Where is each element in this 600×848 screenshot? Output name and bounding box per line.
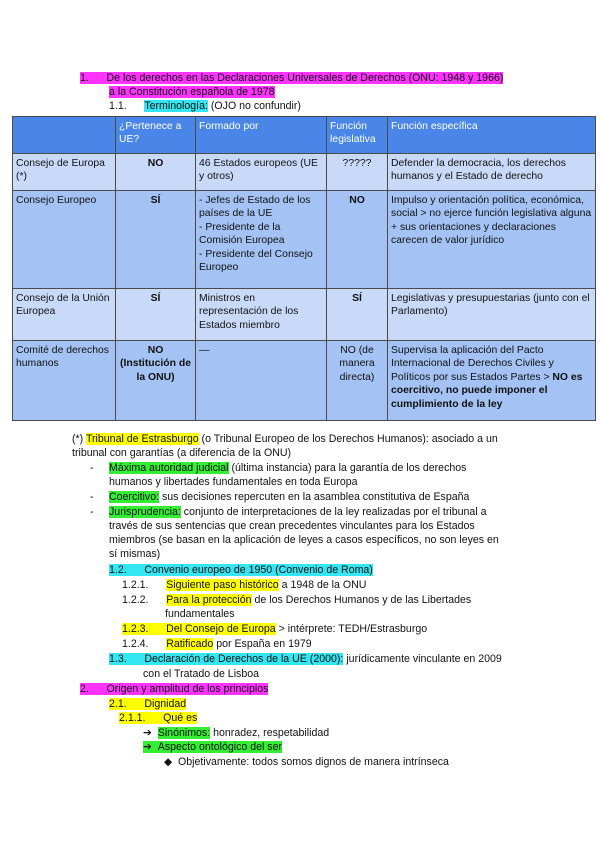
heading-1-number: 1. [80, 72, 89, 84]
section-2-1-1-title: 2.1.1. Qué es [119, 712, 198, 724]
bullet-dash: - [90, 491, 94, 503]
table-header-cell [13, 117, 116, 154]
table-cell-pertenece: SÍ [116, 289, 196, 341]
diamond-item [164, 756, 449, 769]
bullet-item [109, 491, 469, 504]
note-rest-1: (o Tribunal Europeo de los Derechos Humanos): asociado a un [198, 433, 498, 445]
note-line-1 [72, 433, 498, 446]
table-cell-especifica: Legislativas y presupuestarias (junto con el Parlamento) [388, 289, 596, 341]
table-cell-especifica [388, 341, 596, 421]
heading-1-cont [109, 86, 275, 99]
section-1-3 [109, 653, 502, 666]
note-rest-2: tribunal con garantías (a diferencia de la ONU) [72, 447, 292, 459]
section-rest: > intérprete: TEDH/Estrasburgo [275, 623, 428, 635]
table-cell-formado: Ministros en representación de los Estados miembro [196, 289, 327, 341]
table-header-row [13, 117, 596, 154]
section-highlight: 1.3. Declaración de Derechos de la UE (2000): [109, 653, 344, 665]
arrow-item [143, 741, 282, 754]
section-1-3-cont: con el Tratado de Lisboa [143, 668, 260, 680]
arrow-right-icon: ➔ [143, 727, 158, 739]
section-highlight: Ratificado [166, 638, 214, 650]
table-cell-name: Consejo de Europa (*) [13, 154, 116, 191]
bullet-cont: sí mismas) [109, 548, 161, 560]
table-header-cell: ¿Pertenece a UE? [116, 117, 196, 154]
table-cell-especifica: Impulso y orientación política, económica, social > no ejerce función legislativa alguna + sus orientaciones y declaraciones carecen de valor jurídico [388, 191, 596, 289]
bullet-highlight: Jurisprudencia: [109, 506, 181, 518]
especifica-plain: Supervisa la aplicación del Pacto Internacional de Derechos Civiles y Políticos por sus Estados Partes > [391, 345, 554, 383]
especifica-bold: NO es coercitivo, no puede imponer el cumplimiento de la ley [391, 371, 583, 410]
note-line-2 [72, 447, 291, 460]
section-2-1 [109, 698, 186, 711]
bullet-cont: miembros (se basan en la aplicación de leyes a casos específicos, no son leyes en [109, 534, 499, 546]
table-header-cell: Función legislativa [327, 117, 388, 154]
section-1-2-title: 1.2. Convenio europeo de 1950 (Convenio de Roma) [109, 564, 373, 576]
formado-item: - Presidente de la Comisión Europea [199, 221, 285, 247]
bullet-text: conjunto de interpretaciones de la ley realizadas por el tribunal a [180, 506, 487, 518]
arrow-highlight: Aspecto ontológico del ser [157, 741, 283, 753]
heading-2 [80, 683, 268, 696]
formado-item: - Presidente del Consejo Europeo [199, 248, 313, 274]
section-1-2-2-cont: fundamentales [165, 608, 235, 620]
section-1-2 [109, 564, 373, 577]
section-number: 1.2.4. [122, 638, 149, 650]
arrow-item [143, 727, 329, 740]
table-cell-pertenece: NO (Institución de la ONU) [116, 341, 196, 421]
table-cell-name: Consejo Europeo [13, 191, 116, 289]
section-rest: por España en 1979 [213, 638, 312, 650]
table-row [13, 341, 596, 421]
table-row [13, 191, 596, 289]
section-1-1-label: Terminología: [144, 100, 208, 112]
diamond-text: Objetivamente: todos somos dignos de manera intrínseca [178, 756, 449, 768]
section-highlight: Para la protección [166, 594, 252, 606]
section-rest: de los Derechos Humanos y de las Libertades [251, 594, 472, 606]
section-highlight: Siguiente paso histórico [166, 579, 279, 591]
table-cell-legislativa: ????? [327, 154, 388, 191]
table-row [13, 154, 596, 191]
table-cell-formado: 46 Estados europeos (UE y otros) [196, 154, 327, 191]
table-cell-formado [196, 191, 327, 289]
note-highlight: Tribunal de Estrasburgo [85, 433, 199, 445]
bullet-text: (última instancia) para la garantía de los derechos [228, 462, 467, 474]
arrow-highlight: Sinónimos: [157, 727, 211, 739]
heading-1 [80, 72, 503, 85]
table-cell-legislativa: NO (de manera directa) [327, 341, 388, 421]
table-cell-formado: — [196, 341, 327, 421]
bullet-item [109, 462, 466, 475]
bullet-dash: - [90, 506, 94, 518]
section-2-1-1 [119, 712, 197, 725]
table-cell-especifica: Defender la democracia, los derechos humanos y el Estado de derecho [388, 154, 596, 191]
table-header-cell: Formado por [196, 117, 327, 154]
arrow-right-icon: ➔ [143, 741, 158, 753]
section-1-2-3 [122, 623, 427, 636]
bullet-cont: través de sus sentencias que crean precedentes vinculantes para los Estados [109, 520, 475, 532]
table-cell-name: Comité de derechos humanos [13, 341, 116, 421]
section-highlight: 1.2.3. Del Consejo de Europa [122, 623, 276, 635]
bullet-cont: humanos y libertades fundamentales en toda Europa [109, 476, 358, 488]
section-1-1 [109, 100, 301, 113]
heading-1-line1: De los derechos en las Declaraciones Universales de Derechos (ONU: 1948 y 1966) [106, 72, 504, 84]
section-number: 1.2.2. [122, 594, 149, 606]
table-header-cell: Función específica [388, 117, 596, 154]
diamond-bullet-icon: ◆ [164, 756, 179, 768]
section-1-1-rest: (OJO no confundir) [207, 100, 301, 112]
section-2-1-title: 2.1. Dignidad [109, 698, 187, 710]
section-rest: jurídicamente vinculante en 2009 [343, 653, 502, 665]
arrow-rest: honradez, respetabilidad [210, 727, 330, 739]
bullet-dash: - [90, 462, 94, 474]
table-cell-pertenece: NO [116, 154, 196, 191]
section-rest: a 1948 de la ONU [278, 579, 367, 591]
heading-1-line2: a la Constitución española de 1978 [109, 86, 275, 98]
section-1-2-4 [122, 638, 312, 651]
table-cell-legislativa: SÍ [327, 289, 388, 341]
note-prefix: (*) [72, 433, 86, 445]
bullet-item [109, 506, 487, 519]
institutions-table [12, 116, 596, 421]
bullet-text: sus decisiones repercuten en la asamblea constitutiva de España [159, 491, 470, 503]
bullet-highlight: Máxima autoridad judicial [109, 462, 229, 474]
table-cell-legislativa: NO [327, 191, 388, 289]
formado-item: - Jefes de Estado de los países de la UE [199, 195, 311, 220]
table-row [13, 289, 596, 341]
table-cell-pertenece: SÍ [116, 191, 196, 289]
section-1-1-number: 1.1. [109, 100, 127, 112]
table-cell-name: Consejo de la Unión Europea [13, 289, 116, 341]
section-number: 1.2.1. [122, 579, 149, 591]
heading-2-title: 2. Origen y amplitud de los principios [80, 683, 269, 695]
bullet-highlight: Coercitivo: [109, 491, 160, 503]
section-1-2-1 [122, 579, 366, 592]
section-1-2-2 [122, 594, 471, 607]
